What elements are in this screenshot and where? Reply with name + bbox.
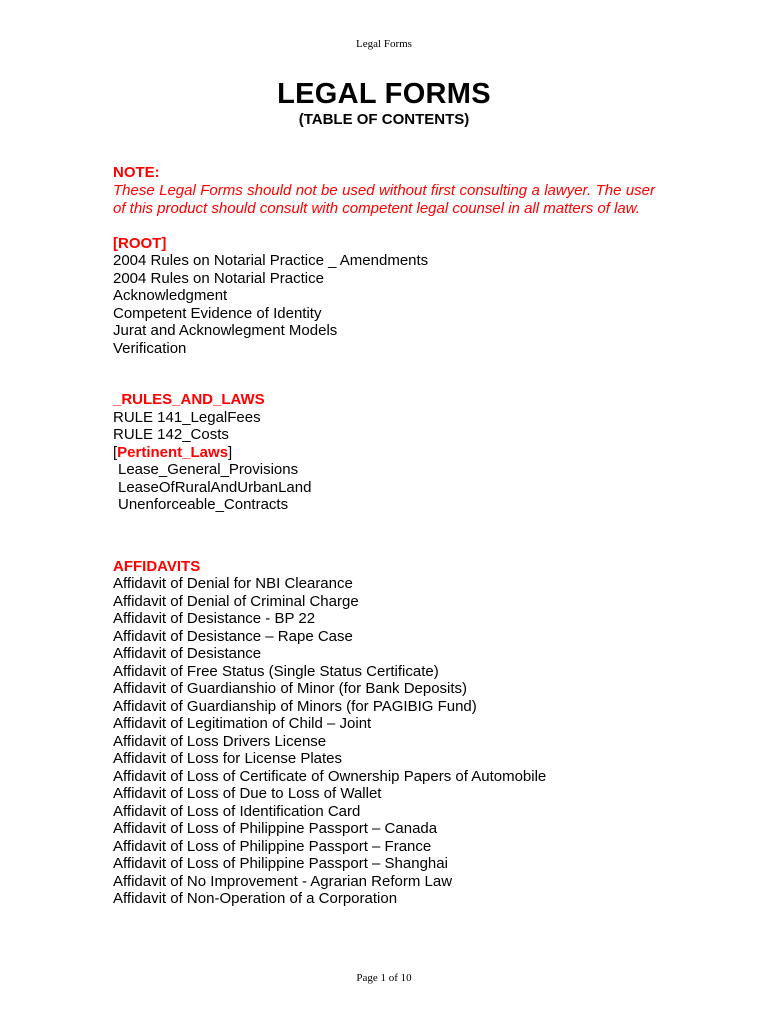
section-heading-rules: _RULES_AND_LAWS: [113, 391, 265, 408]
list-item: Affidavit of Denial for NBI Clearance: [113, 575, 353, 592]
list-item: Lease_General_Provisions: [118, 461, 299, 478]
page-number-footer: Page 1 of 10: [356, 972, 412, 984]
list-item: Acknowledgment: [113, 287, 228, 304]
list-item: Unenforceable_Contracts: [118, 496, 289, 513]
list-item: Jurat and Acknowlegment Models: [113, 322, 338, 339]
document-title: LEGAL FORMS: [277, 78, 491, 110]
list-item: Affidavit of Non-Operation of a Corporation: [113, 890, 398, 907]
subsection-heading-pertinent-laws: [113, 444, 655, 462]
list-item: LeaseOfRuralAndUrbanLand: [118, 478, 312, 496]
list-item: Affidavit of Loss of Certificate of Ownership Papers of Automobile: [113, 767, 547, 785]
list-item: Affidavit of No Improvement - Agrarian Reform Law: [113, 872, 453, 890]
running-header: Legal Forms: [356, 38, 412, 50]
list-item: 2004 Rules on Notarial Practice: [113, 269, 324, 287]
bracket-close: ]: [228, 443, 233, 461]
note-label: NOTE:: [113, 164, 160, 181]
list-item: 2004 Rules on Notarial Practice _ Amendments: [113, 252, 429, 269]
list-item: Affidavit of Loss of Philippine Passport – Shanghai: [113, 855, 448, 872]
spacer: [113, 514, 655, 558]
note-text: These Legal Forms should not be used without first consulting a lawyer. The user of this product should consult with competent legal counsel in all matters of law.: [113, 181, 655, 217]
document-subtitle: (TABLE OF CONTENTS): [298, 111, 470, 128]
rules-list: [113, 409, 655, 444]
spacer: [113, 218, 655, 235]
list-item: Affidavit of Desistance: [113, 645, 262, 662]
list-item: Affidavit of Loss for License Plates: [113, 750, 343, 767]
list-item: Affidavit of Desistance - BP 22: [113, 610, 316, 627]
pertinent-laws-list: [113, 461, 655, 514]
list-item: RULE 141_LegalFees: [113, 408, 261, 426]
list-item: Verification: [113, 339, 187, 357]
list-item: Affidavit of Loss of Due to Loss of Wallet: [113, 785, 382, 802]
list-item: Affidavit of Loss Drivers License: [113, 732, 327, 750]
spacer: [113, 357, 655, 391]
list-item: Competent Evidence of Identity: [113, 304, 322, 322]
bracket-open: [: [113, 443, 118, 461]
table-of-contents: [113, 164, 655, 908]
list-item: Affidavit of Legitimation of Child – Joint: [113, 715, 372, 732]
list-item: Affidavit of Guardianshio of Minor (for Bank Deposits): [113, 680, 468, 697]
list-item: Affidavit of Free Status (Single Status Certificate): [113, 662, 439, 680]
list-item: Affidavit of Loss of Identification Card: [113, 802, 361, 820]
list-item: Affidavit of Denial of Criminal Charge: [113, 592, 359, 610]
list-item: Affidavit of Loss of Philippine Passport – France: [113, 837, 432, 855]
list-item: RULE 142_Costs: [113, 426, 229, 443]
section-heading-affidavits: AFFIDAVITS: [113, 557, 201, 575]
list-item: Affidavit of Loss of Philippine Passport – Canada: [113, 820, 438, 837]
list-item: Affidavit of Guardianship of Minors (for PAGIBIG Fund): [113, 697, 477, 715]
root-list: [113, 252, 655, 357]
subsection-label: Pertinent_Laws: [117, 443, 229, 461]
affidavits-list: [113, 575, 655, 908]
section-heading-root: [ROOT]: [113, 234, 167, 252]
list-item: Affidavit of Desistance – Rape Case: [113, 627, 353, 645]
